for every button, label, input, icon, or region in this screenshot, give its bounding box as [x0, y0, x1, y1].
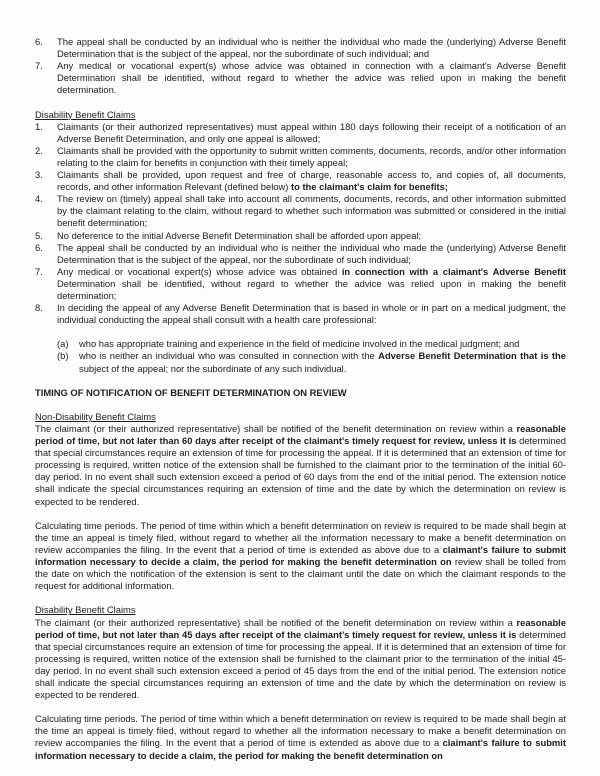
list-item: [57, 338, 566, 350]
list-item-marker: 8.: [35, 302, 43, 314]
list-item-text: [57, 193, 566, 229]
list-item: [35, 121, 566, 145]
list-item-text: [57, 302, 566, 326]
text-run: Any medical or vocational expert(s) whose advice was obtained in connection with a claimant's Adverse Benefit Determination shall be identified, without regard to whether the advice was relied upon in making the benefit determination.: [57, 60, 566, 96]
bold-text-run: Adverse Benefit Determination that is the: [378, 350, 566, 362]
list-item-marker: 6.: [35, 241, 43, 253]
list-item-text: [57, 145, 566, 169]
text-run: Calculating time periods. The period of time within which a benefit determination on review is required to be made shall begin at the time an appeal is timely filed, without regard to whether all the information necessary to make a benefit determination on review accompanies the filing. In the event that a period of time is extended as above due to a: [35, 519, 566, 555]
list-item: [35, 145, 566, 169]
disability-appeal-rules-list: [35, 121, 566, 327]
list-item-text: [57, 266, 566, 302]
bold-text-run: to the claimant's claim for benefits;: [290, 181, 448, 193]
list-item-text: [79, 350, 566, 374]
disability-claims-heading-2: Disability Benefit Claims: [35, 604, 136, 616]
text-run: In deciding the appeal of any Adverse Benefit Determination that is based in whole or in part on a medical judgment, the individual conducting the appeal shall consult with a health care professional:: [57, 302, 566, 326]
medical-judgment-sublist: [57, 338, 566, 374]
bold-text-run: claimant's failure to submit information necessary to decide a claim, the period for making the benefit determination on: [35, 737, 566, 761]
disability-benefit-claims-heading: Disability Benefit Claims: [35, 108, 136, 120]
list-item-marker: 4.: [35, 193, 43, 205]
list-item-text: [57, 60, 566, 96]
text-run: Any medical or vocational expert(s) whose advice was obtained: [57, 265, 342, 277]
list-item-marker: 1.: [35, 120, 43, 132]
calculating-time-periods-paragraph-2: [35, 713, 566, 761]
text-run: No deference to the initial Adverse Benefit Determination shall be afforded upon appeal;: [57, 229, 422, 241]
bold-text-run: in connection with a claimant's Adverse Benefit: [341, 265, 567, 277]
bold-text-run: reasonable period of time, but not later than 45 days after receipt of the claimant's timely request for review, unless it is: [35, 616, 566, 640]
text-run: determined that special circumstances require an extension of time for processing the appeal. If it is determined that an extension of time for processing is required, written notice of the extension shall be furnished to the claimant prior to the termination of the initial 60-day period. In no event shall such extension exceed a period of 60 days from the end of the initial period. The extension notice shall indicate the special circumstances requiring an extension of time and the date by which the determination on review is expected to be rendered.: [35, 435, 567, 507]
text-run: The claimant (or their authorized representative) shall be notified of the benefit determination on review within a: [35, 616, 517, 628]
list-item: [35, 60, 566, 96]
list-item: [35, 266, 566, 302]
bold-text-run: claimant's failure to submit information necessary to decide a claim, the period for making the benefit determination on: [35, 543, 566, 568]
text-run: Determination shall be identified, without regard to whether the advice was relied upon in making the benefit determination;: [57, 277, 566, 301]
non-disability-claims-heading: Non-Disability Benefit Claims: [35, 410, 156, 422]
text-run: The review on (timely) appeal shall take into account all comments, documents, records, and other information submitted by the claimant relating to the claim, without regard to whether such information was submitted or considered in the initial benefit determination;: [57, 193, 566, 229]
non-disability-review-paragraph: [35, 423, 566, 508]
list-item-marker: 2.: [35, 144, 43, 156]
list-item-text: [57, 169, 566, 193]
disability-review-paragraph: [35, 617, 566, 702]
text-run: who has appropriate training and experience in the field of medicine involved in the medical judgment; and: [79, 338, 520, 350]
calculating-time-periods-paragraph: [35, 520, 566, 593]
bold-text-run: reasonable period of time, but not later than 60 days after receipt of the claimant's timely request for review, unless it is: [35, 423, 566, 447]
list-item-marker: 3.: [35, 169, 43, 181]
text-run: Claimants shall be provided, upon request and free of charge, reasonable access to, and copies of, all documents, records, and other information Relevant (defined below): [57, 169, 566, 193]
list-item-text: [57, 230, 566, 242]
list-item-text: [57, 121, 566, 145]
text-run: Calculating time periods. The period of time within which a benefit determination on review is required to be made shall begin at the time an appeal is timely filed, without regard to whether all the information necessary to make a benefit determination on review accompanies the filing. In the event that a period of time is extended as above due to a: [35, 713, 566, 749]
timing-section-heading: TIMING OF NOTIFICATION OF BENEFIT DETERMINATION ON REVIEW: [35, 386, 347, 398]
list-item-marker: (a): [57, 338, 69, 350]
list-item-marker: (b): [57, 350, 69, 362]
list-item-marker: 7.: [35, 60, 43, 72]
text-run: subject of the appeal; nor the subordinate of any such individual.: [79, 362, 347, 374]
text-run: determined that special circumstances require an extension of time for processing the appeal. If it is determined that an extension of time for processing is required, written notice of the extension shall be furnished to the claimant prior to the termination of the initial 45-day period. In no event shall such extension exceed a period of 45 days from the end of the initial period. The extension notice shall indicate the special circumstances requiring an extension of time and the date by which the determination on review is expected to be rendered.: [35, 628, 567, 701]
list-item: [35, 302, 566, 326]
text-run: who is neither an individual who was consulted in connection with the: [79, 350, 379, 362]
list-item-text: [57, 242, 566, 266]
list-item-marker: 5.: [35, 229, 43, 241]
appeal-rules-list-continued: [35, 36, 566, 96]
text-run: The appeal shall be conducted by an individual who is neither the individual who made the (underlying) Adverse Benefit Determination that is the subject of the appeal, nor the subordinate of such individual;: [57, 241, 566, 265]
list-item: [35, 193, 566, 229]
list-item: [35, 169, 566, 193]
list-item: [35, 36, 566, 60]
list-item-text: [57, 36, 566, 60]
text-run: The appeal shall be conducted by an individual who is neither the individual who made the (underlying) Adverse Benefit Determination that is the subject of the appeal, nor the subordinate of such individual; and: [57, 36, 566, 60]
list-item-marker: 6.: [35, 36, 43, 47]
list-item-marker: 7.: [35, 265, 43, 277]
list-item: [35, 230, 566, 242]
list-item-text: [79, 338, 566, 350]
text-run: The claimant (or their authorized representative) shall be notified of the benefit determination on review within a: [35, 423, 517, 434]
text-run: review shall be tolled from the date on which the notification of the extension is sent to the claimant until the date on which the claimant responds to the request for additional information.: [35, 556, 566, 592]
list-item: [35, 242, 566, 266]
list-item: [57, 350, 566, 374]
text-run: Claimants (or their authorized representatives) must appeal within 180 days following their receipt of a notification of an Adverse Benefit Determination, and only one appeal is allowed;: [57, 120, 566, 144]
text-run: Claimants shall be provided with the opportunity to submit written comments, documents, records, and/or other information relating to the claim for benefits in conjunction with their timely appeal;: [57, 144, 566, 168]
